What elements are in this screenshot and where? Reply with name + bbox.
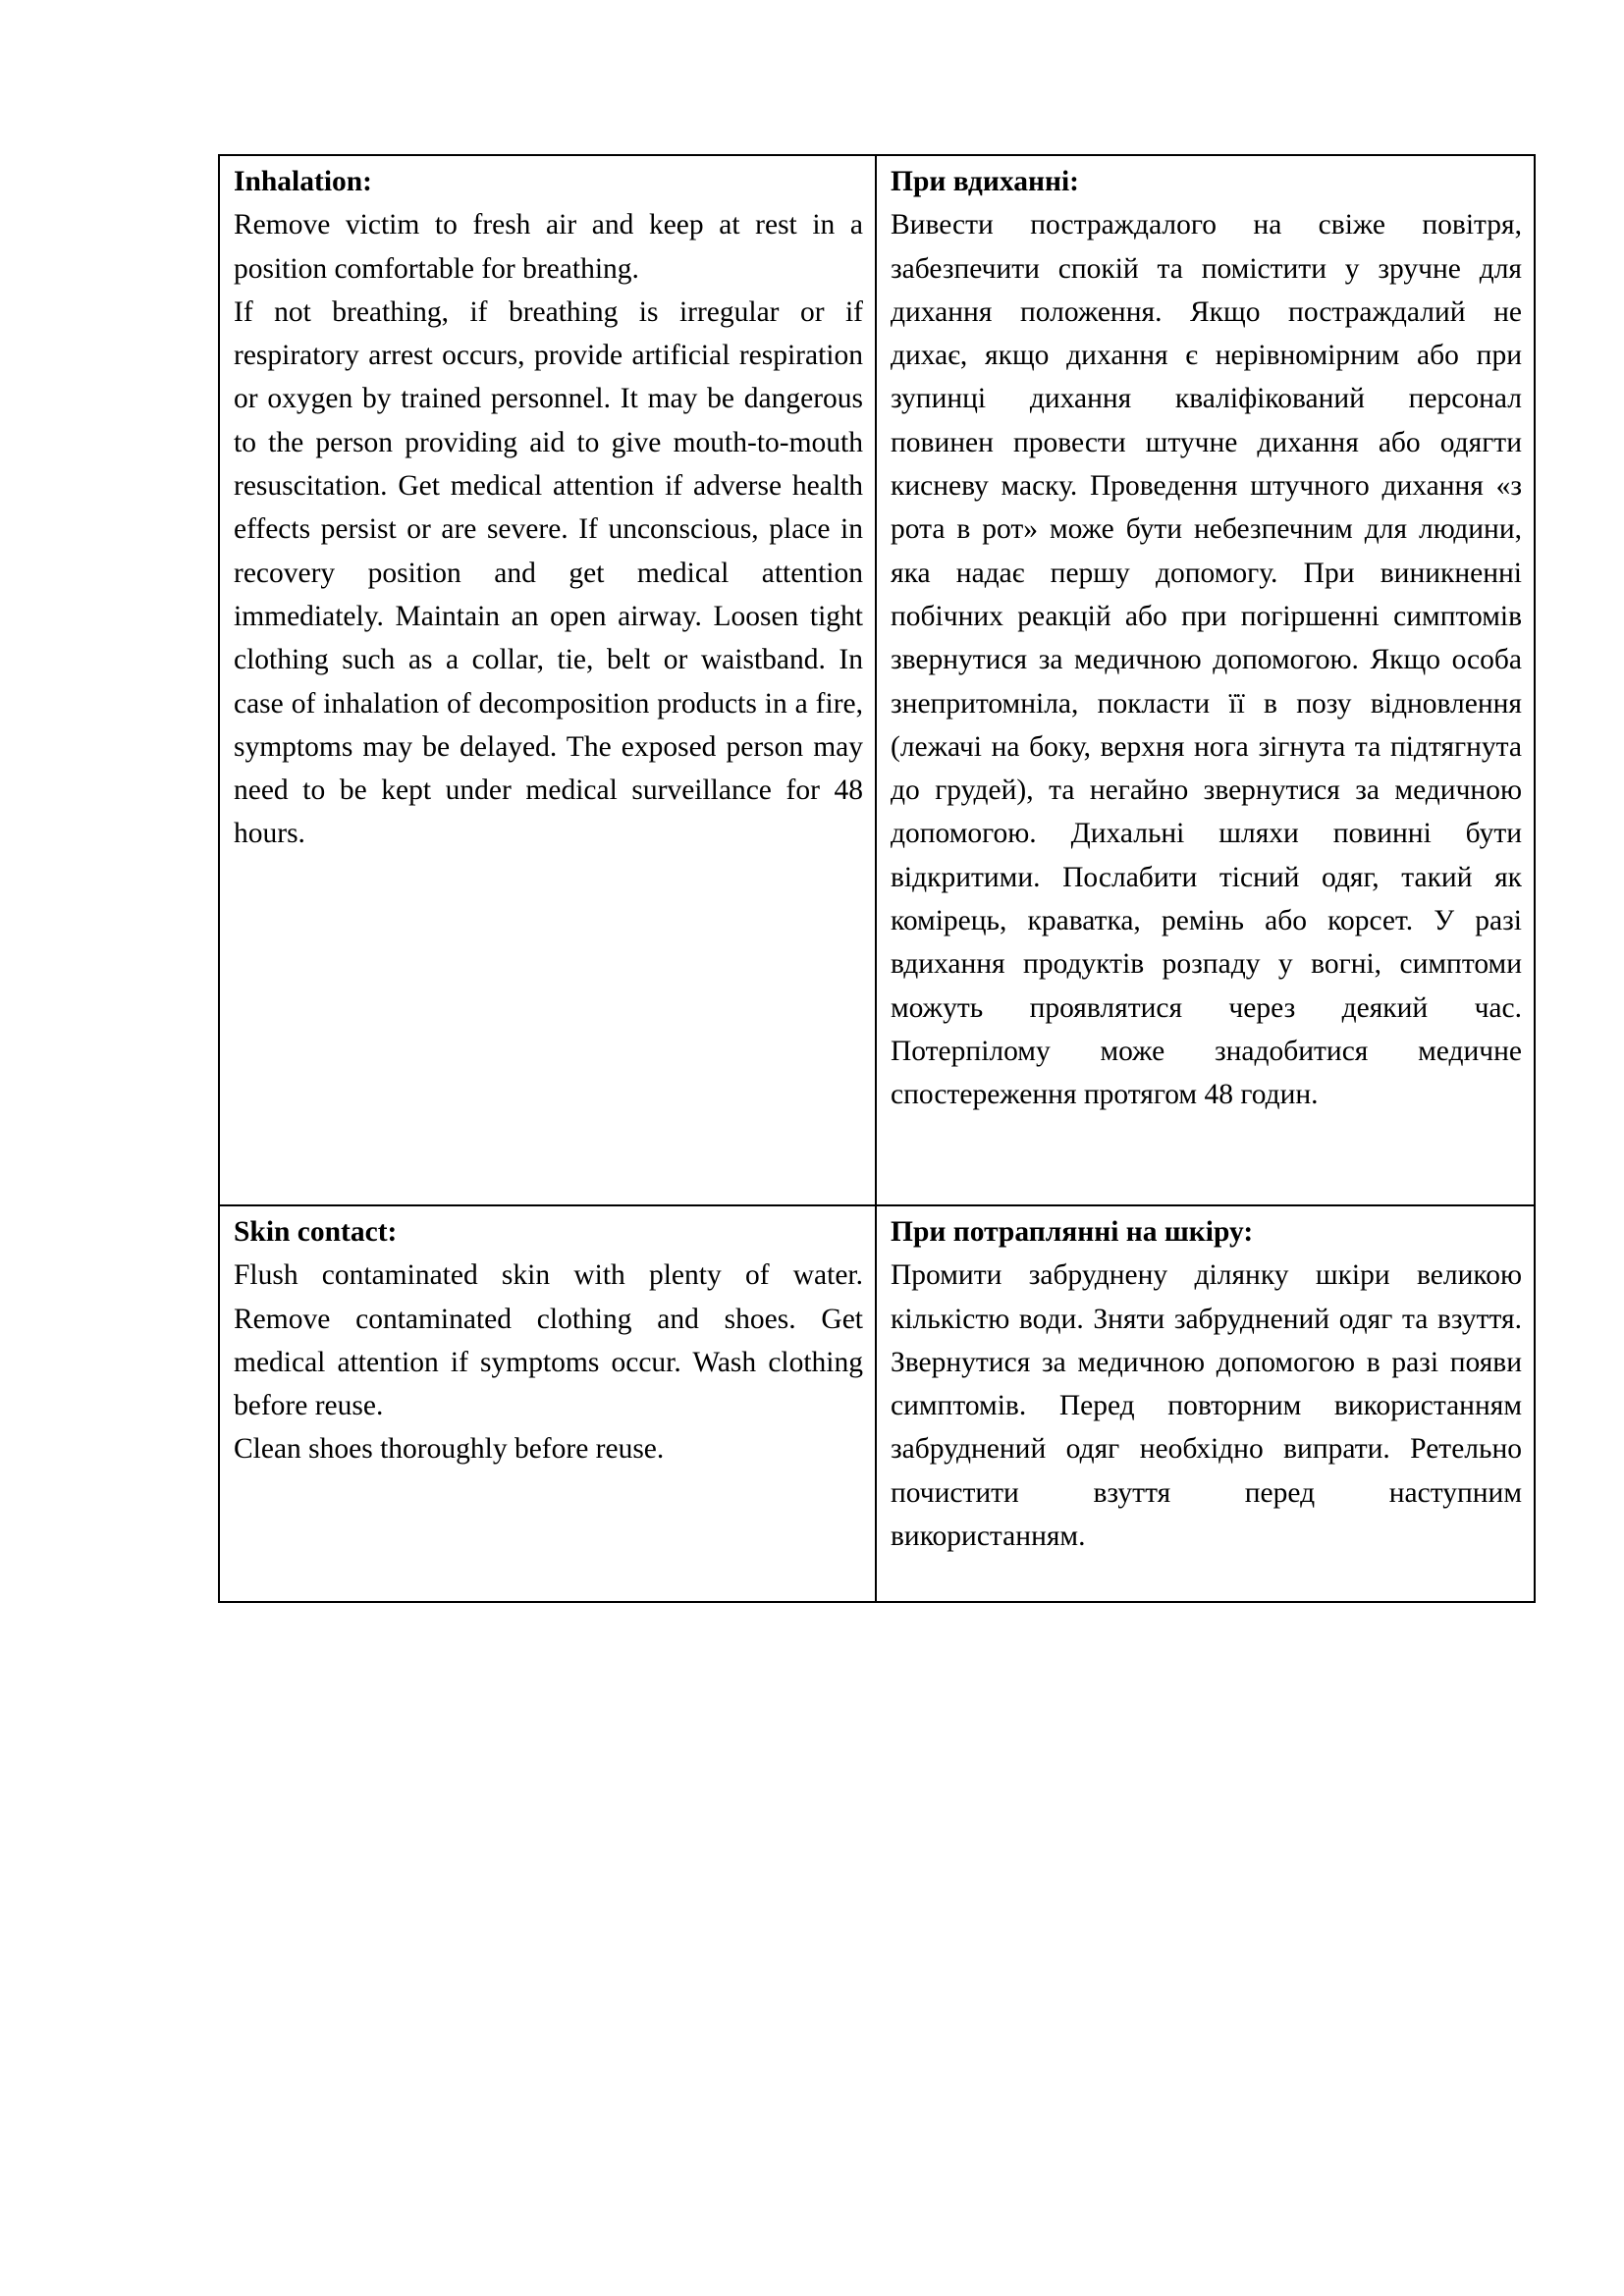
- skin-contact-english-paragraph: Flush contaminated skin with plenty of water. Remove contaminated clothing and shoes. Get medical attention if symptoms occur. Wash clothing before reuse.: [234, 1259, 863, 1422]
- inhalation-english-title: Inhalation:: [234, 166, 372, 197]
- skin-contact-english-paragraph: Clean shoes thoroughly before reuse.: [234, 1433, 665, 1466]
- first-aid-table: [218, 154, 1536, 1603]
- inhalation-ukrainian-cell: [876, 155, 1535, 1205]
- inhalation-english-paragraph: Remove victim to fresh air and keep at rest in a position comfortable for breathing.: [234, 209, 863, 285]
- skin-contact-english-cell: [219, 1205, 876, 1602]
- skin-contact-english-title: Skin contact:: [234, 1216, 398, 1248]
- inhalation-english-paragraph: If not breathing, if breathing is irregular or if respiratory arrest occurs, provide artificial respiration or oxygen by trained personnel. It may be dangerous to the person providing aid to give mouth-to-mouth resuscitation. Get medical attention if adverse health effects persist or are severe. If unconscious, place in recovery position and get medical attention immediately. Maintain an open airway. Loosen tight clothing such as a collar, tie, belt or waistband. In case of inhalation of decomposition products in a fire, symptoms may be delayed. The exposed person may need to be kept under medical surveillance for 48 hours.: [234, 295, 863, 850]
- skin-contact-ukrainian-cell: [876, 1205, 1535, 1602]
- table-row-inhalation: [219, 155, 1535, 1205]
- skin-contact-ukrainian-title: При потраплянні на шкіру:: [891, 1216, 1254, 1248]
- inhalation-ukrainian-title: При вдиханні:: [891, 166, 1079, 197]
- table-row-skin-contact: [219, 1205, 1535, 1602]
- inhalation-english-cell: [219, 155, 876, 1205]
- skin-contact-ukrainian-paragraph: Промити забруднену ділянку шкіри великою кількістю води. Зняти забруднений одяг та взуття. Звернутися за медичною допомогою в разі появи симптомів. Перед повторним використанням забруднений одяг необхідно випрати. Ретельно почистити взуття перед наступним використанням.: [891, 1259, 1522, 1553]
- inhalation-ukrainian-paragraph: Вивести постраждалого на свіже повітря, забезпечити спокій та помістити у зручне для дихання положення. Якщо постраждалий не дихає, якщо дихання є нерівномірним або при зупинці дихання кваліфікований персонал повинен провести штучне дихання або одягти кисневу маску. Проведення штучного дихання «з рота в рот» може бути небезпечним для людини, яка надає першу допомогу. При виникненні побічних реакцій або при погіршенні симптомів звернутися за медичною допомогою. Якщо особа знепритомніла, покласти її в позу відновлення (лежачі на боку, верхня нога зігнута та підтягнута до грудей), та негайно звернутися за медичною допомогою. Дихальні шляхи повинні бути відкритими. Послабити тісний одяг, такий як комірець, краватка, ремінь або корсет. У разі вдихання продуктів розпаду у вогні, симптоми можуть проявлятися через деякий час. Потерпілому може знадобитися медичне спостереження протягом 48 годин.: [891, 209, 1522, 1111]
